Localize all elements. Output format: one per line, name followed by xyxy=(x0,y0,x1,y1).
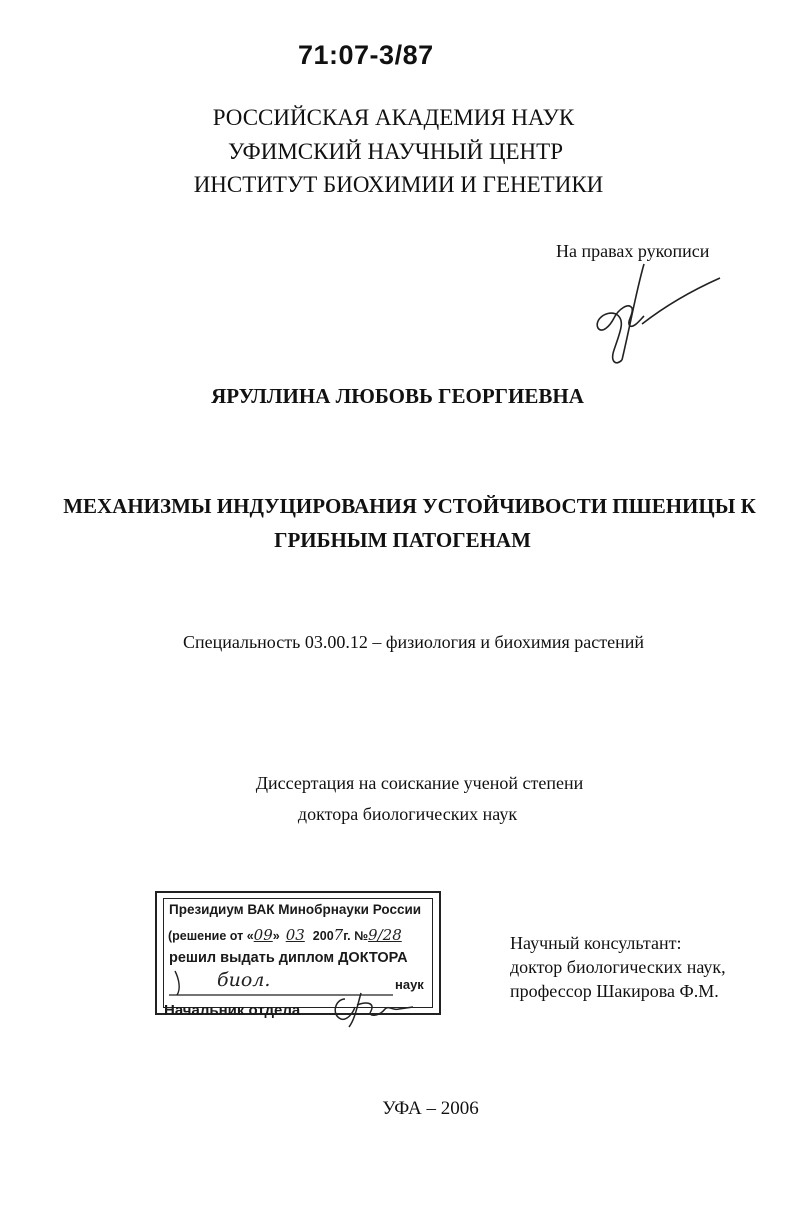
vak-stamp xyxy=(155,891,441,1019)
consultant-block xyxy=(510,931,726,1003)
stamp-line-5: Начальник отдела xyxy=(164,1002,301,1019)
stamp-number: 9/28 xyxy=(368,926,402,944)
stamp-year-prefix: 200 xyxy=(312,929,334,943)
stamp-line-1: Президиум ВАК Минобрнауки России xyxy=(169,902,422,917)
rights-note: На правах рукописи xyxy=(556,241,710,261)
stamp-mid: » xyxy=(272,929,280,943)
dissertation-line-1: Диссертация на соискание ученой степени xyxy=(255,773,584,793)
dissertation-line-2: доктора биологических наук xyxy=(297,804,518,824)
consultant-degree: доктор биологических наук, xyxy=(510,957,726,977)
stamp-science-field: биол. xyxy=(217,969,271,991)
stamp-year-suffix: г. № xyxy=(343,929,369,943)
institution-line-3: ИНСТИТУТ БИОХИМИИ И ГЕНЕТИКИ xyxy=(193,172,604,197)
consultant-name: профессор Шакирова Ф.М. xyxy=(510,981,719,1001)
stamp-decision-prefix: (решение от « xyxy=(168,929,254,943)
institution-line-2: УФИМСКИЙ НАУЧНЫЙ ЦЕНТР xyxy=(227,139,564,164)
stamp-signature xyxy=(327,989,417,1029)
document-code: 71:07-3/87 xyxy=(298,40,434,70)
institution-line-1: РОССИЙСКАЯ АКАДЕМИЯ НАУК xyxy=(212,105,575,130)
title-line-1: МЕХАНИЗМЫ ИНДУЦИРОВАНИЯ УСТОЙЧИВОСТИ ПШЕНИЦЫ К xyxy=(63,494,756,518)
stamp-line-4-suffix: наук xyxy=(395,977,424,992)
city-year: УФА – 2006 xyxy=(382,1098,479,1119)
title-line-2: ГРИБНЫМ ПАТОГЕНАМ xyxy=(274,528,531,552)
stamp-line-2 xyxy=(168,926,402,944)
stamp-day: 09 xyxy=(253,926,273,944)
specialty: Специальность 03.00.12 – физиология и биохимия растений xyxy=(182,632,645,652)
stamp-year-digit: 7 xyxy=(333,926,344,944)
consultant-label: Научный консультант: xyxy=(510,933,682,953)
author-signature xyxy=(574,262,724,372)
author-name: ЯРУЛЛИНА ЛЮБОВЬ ГЕОРГИЕВНА xyxy=(211,384,584,408)
stamp-month: 03 xyxy=(285,926,305,944)
stamp-line-3: решил выдать диплом ДОКТОРА xyxy=(169,950,408,966)
